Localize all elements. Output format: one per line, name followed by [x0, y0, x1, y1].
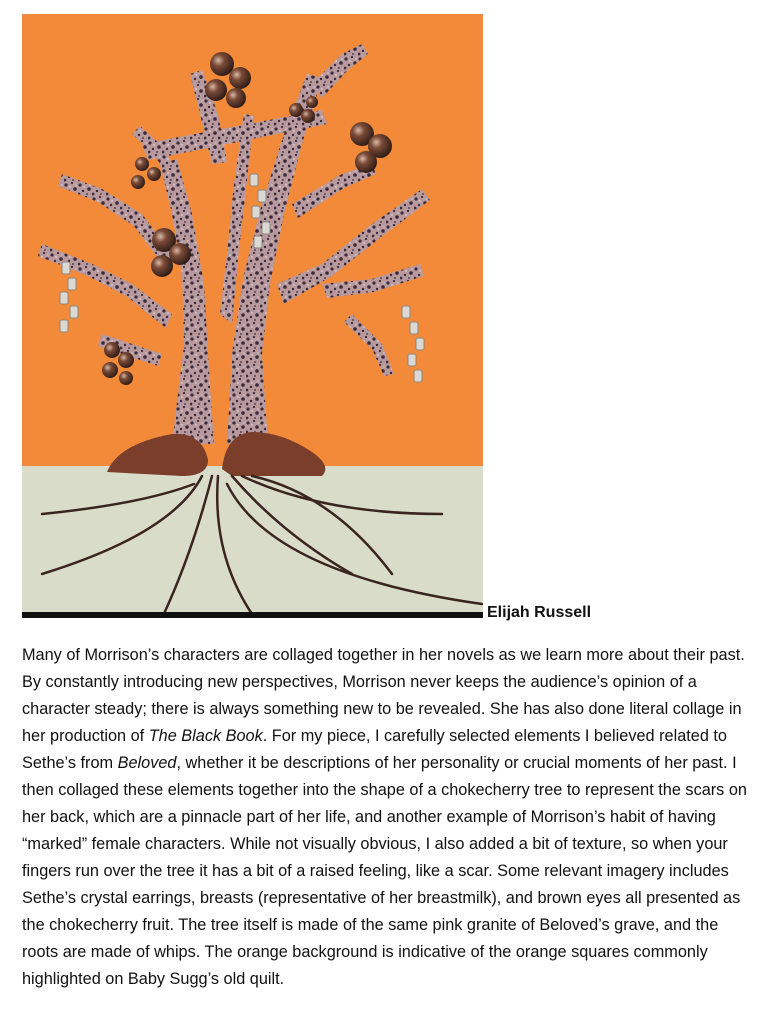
fruit: [131, 175, 145, 189]
earring: [408, 354, 416, 366]
earring: [62, 262, 70, 274]
fruit: [289, 103, 303, 117]
fruit: [104, 342, 120, 358]
artist-caption: Elijah Russell: [487, 604, 592, 621]
earring: [402, 306, 410, 318]
earring: [68, 278, 76, 290]
fruit: [147, 167, 161, 181]
fruit: [355, 151, 377, 173]
fruit: [169, 243, 191, 265]
chokecherry-tree-collage: [22, 14, 483, 618]
essay-text: Many of Morrison’s characters are collaged together in her novels as we learn more about their past. By constantly introducing new perspectives, Morrison never keeps the audience’s opinion of a character steady; there is always something new to be revealed. She has also done literal collage in her production of: [22, 646, 745, 745]
artist-statement: [22, 642, 757, 993]
essay-text: . For my piece, I carefully selected elements I believed related to Sethe’s from: [22, 727, 727, 772]
earring: [252, 206, 260, 218]
fruit: [135, 157, 149, 171]
earring: [414, 370, 422, 382]
earring: [410, 322, 418, 334]
fruit: [102, 362, 118, 378]
fruit: [226, 88, 246, 108]
artwork-image: [22, 14, 483, 618]
fruit: [151, 255, 173, 277]
fruit: [205, 79, 227, 101]
earring: [262, 222, 270, 234]
fruit: [301, 109, 315, 123]
fruit: [306, 96, 318, 108]
essay-text: , whether it be descriptions of her personality or crucial moments of her past. I then collaged these elements together into the shape of a chokecherry tree to represent the scars on her back, which are a pinnacle part of her life, and another example of Morrison’s habit of having “marked” female characters. While not visually obvious, I also added a bit of texture, so when your fingers run over the tree it has a bit of a raised feeling, like a scar. Some relevant imagery includes Sethe’s crystal earrings, breasts (representative of her breastmilk), and brown eyes all presented as the chokecherry fruit. The tree itself is made of the same pink granite of Beloved’s grave, and the roots are made of whips. The orange background is indicative of the orange squares commonly highlighted on Baby Sugg’s old quilt.: [22, 754, 747, 988]
earring: [70, 306, 78, 318]
fruit: [210, 52, 234, 76]
earring: [60, 320, 68, 332]
fruit: [119, 371, 133, 385]
earring: [416, 338, 424, 350]
ground-area: [22, 466, 483, 618]
fruit: [229, 67, 251, 89]
earring: [250, 174, 258, 186]
earring: [60, 292, 68, 304]
canvas-bottom-edge: [22, 612, 483, 618]
earring: [254, 236, 262, 248]
book-title-the-black-book: The Black Book: [148, 727, 263, 745]
earring: [258, 190, 266, 202]
fruit: [118, 352, 134, 368]
book-title-beloved: Beloved: [117, 754, 177, 772]
